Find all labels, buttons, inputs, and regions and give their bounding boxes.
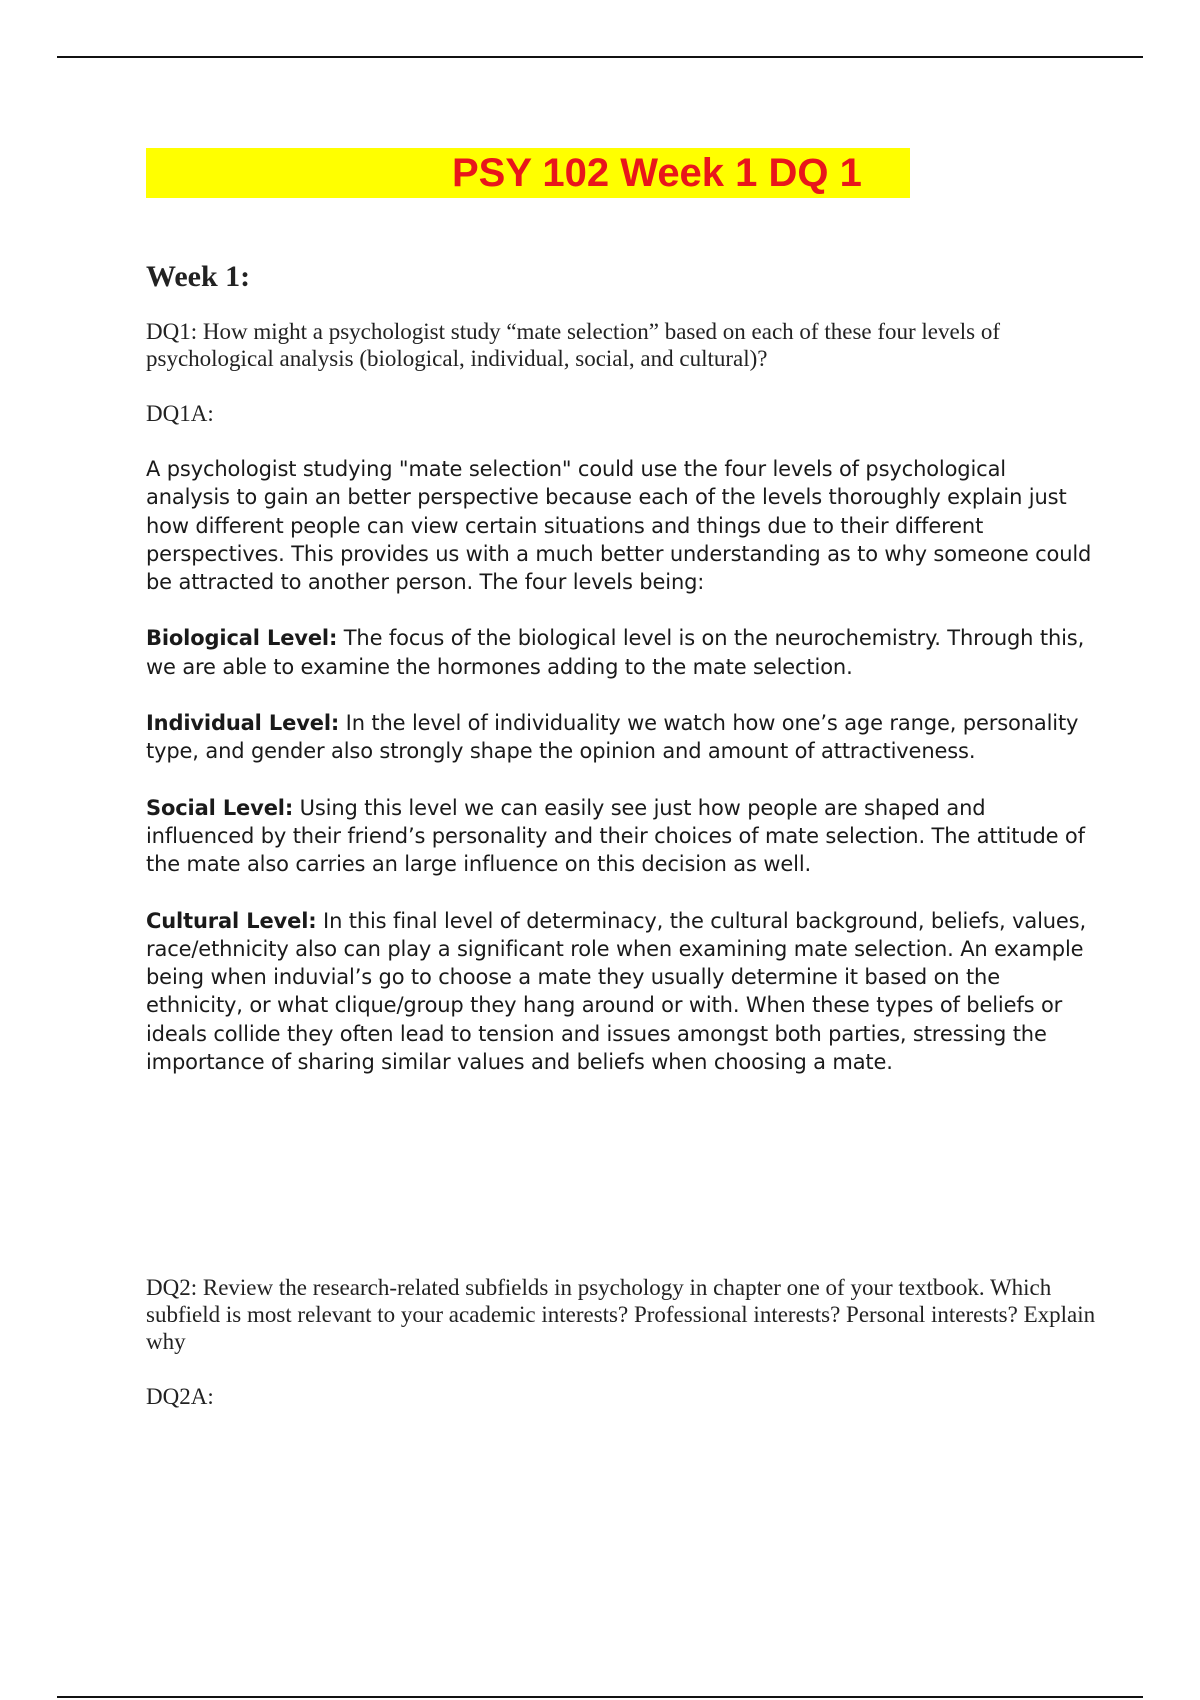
dq2-question: DQ2: Review the research-related subfields in psychology in chapter one of your textbook. Which subfield is most relevant to your academic interests? Professional interests? Personal interests? Explain why — [146, 1275, 1096, 1355]
individual-level-term: Individual Level: — [146, 711, 340, 736]
document-title: PSY 102 Week 1 DQ 1 — [452, 151, 862, 195]
dq1-answer-label: DQ1A: — [146, 401, 214, 426]
biological-level-term: Biological Level: — [146, 626, 338, 651]
document-body — [146, 148, 1096, 1438]
social-level-text: Using this level we can easily see just how people are shaped and influenced by their friend’s personality and their choices of mate selection. The attitude of the mate also carries an large influence on this decision as well. — [146, 795, 1085, 877]
dq2-answer-label: DQ2A: — [146, 1384, 214, 1410]
cultural-level-term: Cultural Level: — [146, 908, 317, 933]
title-highlight — [146, 148, 910, 198]
biological-level-text: The focus of the biological level is on the neurochemistry. Through this, we are able to examine the hormones adding to the mate selection. — [146, 626, 1085, 679]
individual-level-paragraph — [146, 709, 1096, 766]
top-rule — [57, 56, 1143, 58]
cultural-level-paragraph — [146, 907, 1096, 1077]
cultural-level-text: In this final level of determinacy, the cultural background, beliefs, values, race/ethnicity also can play a significant role when examining mate selection. An example being when induvial’s go to choose a mate they usually determine it based on the ethnicity, or what clique/group they hang around or with. When these types of beliefs or ideals collide they often lead to tension and issues amongst both parties, stressing the importance of sharing similar values and beliefs when choosing a mate. — [146, 908, 1086, 1075]
biological-level-paragraph — [146, 624, 1096, 681]
week-heading: Week 1: — [146, 260, 251, 293]
blank-space — [146, 1104, 1096, 1274]
dq1-intro: A psychologist studying "mate selection" could use the four levels of psychological analysis to gain an better perspective because each of the levels thoroughly explain just how different people can view certain situations and things due to their different perspectives. This provides us with a much better understanding as to why someone could be attracted to another person. The four levels being: — [146, 457, 1092, 595]
social-level-term: Social Level: — [146, 795, 294, 820]
bottom-rule — [57, 1696, 1143, 1698]
social-level-paragraph — [146, 794, 1096, 879]
dq1-question: DQ1: How might a psychologist study “mate selection” based on each of these four levels of psychological analysis (biological, individual, social, and cultural)? — [146, 319, 1000, 371]
individual-level-text: In the level of individuality we watch how one’s age range, personality type, and gender also strongly shape the opinion and amount of attractiveness. — [146, 711, 1079, 764]
